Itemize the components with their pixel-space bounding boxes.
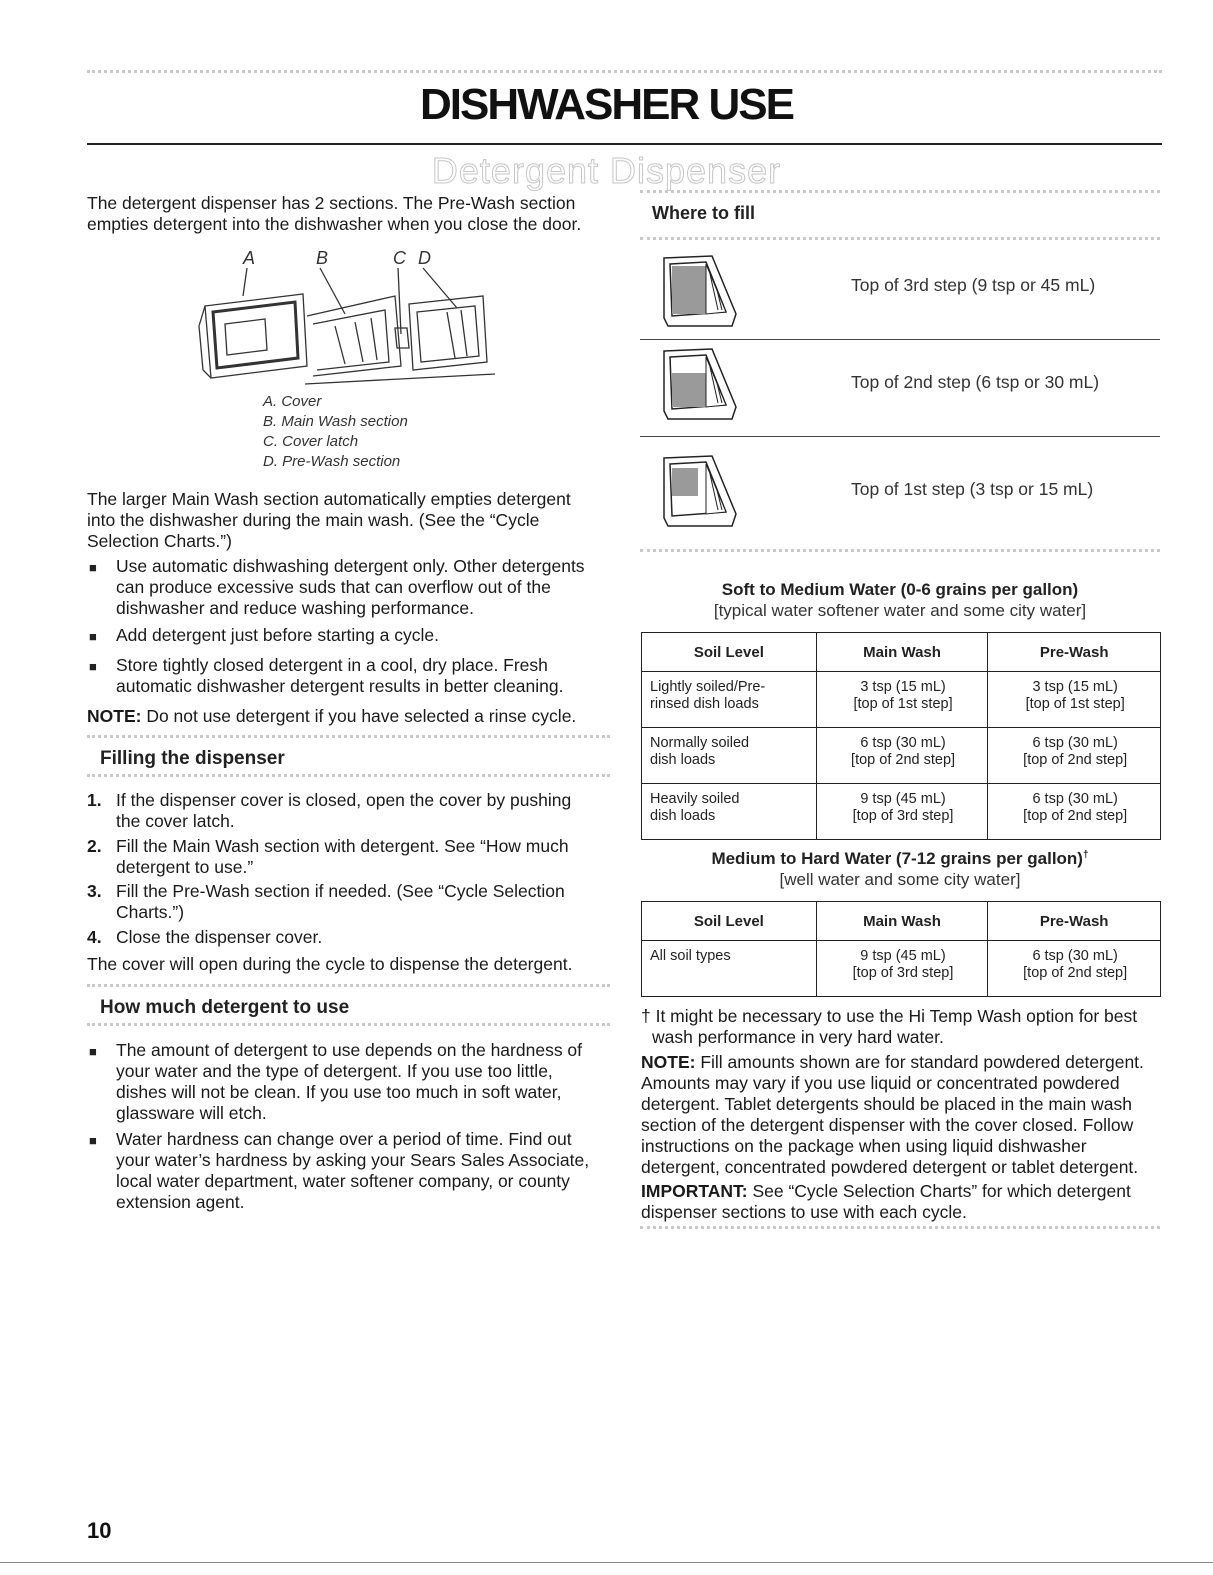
step-1-line-2: the cover latch. — [116, 811, 235, 831]
cell-line: [top of 2nd step] — [851, 752, 956, 768]
cell-line: 6 tsp (30 mL) — [860, 735, 946, 751]
diagram-letter-d: D — [418, 248, 431, 268]
how-much-2-line-4: extension agent. — [116, 1192, 245, 1212]
how-much-1-line-2: your water and the type of detergent. If you use too little, — [116, 1061, 553, 1081]
main-wash-line-1: The larger Main Wash section automatically empties detergent — [87, 489, 571, 509]
table-cell — [988, 672, 1161, 728]
note-line-1 — [641, 1052, 1144, 1073]
how-much-1-line-3: dishes will not be clean. If you use too much in soft water, — [116, 1082, 562, 1102]
hard-water-table — [641, 901, 1161, 997]
diagram-letter-c: C — [393, 248, 406, 268]
bullet-2-line-1: Add detergent just before starting a cycle. — [116, 625, 439, 645]
table-row — [642, 941, 1161, 997]
step-4-line-1: Close the dispenser cover. — [116, 927, 323, 947]
how-much-2-line-2: your water’s hardness by asking your Sears Sales Associate, — [116, 1150, 590, 1170]
bullet-marker: ■ — [89, 560, 97, 575]
footnote-line-1: † It might be necessary to use the Hi Temp Wash option for best — [641, 1006, 1138, 1026]
cell-line: 9 tsp (45 mL) — [860, 791, 946, 807]
bullet-marker: ■ — [89, 1133, 97, 1148]
important-line-2: dispenser sections to use with each cycle. — [641, 1202, 967, 1222]
note-line-5: instructions on the package when using liquid dishwasher — [641, 1136, 1087, 1156]
bottom-rule — [0, 1562, 1213, 1563]
title-rule — [87, 143, 1162, 145]
note-line-2: Amounts may vary if you use liquid or concentrated powdered — [641, 1073, 1120, 1093]
how-much-1-line-1: The amount of detergent to use depends on the hardness of — [116, 1040, 583, 1060]
cell-line: 3 tsp (15 mL) — [860, 679, 946, 695]
note-text: Do not use detergent if you have selected a rinse cycle. — [141, 706, 577, 726]
bullet-marker: ■ — [89, 629, 97, 644]
heading-dotted-rule — [87, 1023, 610, 1026]
bullet-marker: ■ — [89, 659, 97, 674]
step-1-line-1: If the dispenser cover is closed, open the cover by pushing — [116, 790, 572, 810]
cell-line: 6 tsp (30 mL) — [1032, 735, 1118, 751]
caption-c: C. Cover latch — [263, 433, 359, 450]
caption-d: D. Pre-Wash section — [263, 453, 401, 470]
note-text: Fill amounts shown are for standard powdered detergent. — [695, 1052, 1144, 1072]
cell-line: 3 tsp (15 mL) — [1032, 679, 1118, 695]
how-much-2-line-3: local water department, water softener company, or county — [116, 1171, 570, 1191]
where-to-fill-heading: Where to fill — [652, 203, 755, 223]
intro-line-1: The detergent dispenser has 2 sections. The Pre-Wash section — [87, 193, 576, 213]
table-cell — [642, 672, 817, 728]
cell-line: [top of 1st step] — [853, 696, 953, 712]
important-line-1 — [641, 1181, 1131, 1202]
cell-line: Heavily soiled — [650, 791, 740, 807]
soft-water-title: Soft to Medium Water (0-6 grains per gallon) — [721, 580, 1079, 599]
cell-line: [top of 1st step] — [1025, 696, 1125, 712]
note-label: NOTE: — [87, 706, 142, 726]
cell-line: Normally soiled — [650, 735, 750, 751]
table-cell — [988, 941, 1161, 997]
where-dotted-rule — [640, 237, 1160, 240]
note-line-3: detergent. Tablet detergents should be placed in the main wash — [641, 1094, 1132, 1114]
fill-level-3rd-step: Top of 3rd step (9 tsp or 45 mL) — [851, 275, 1096, 295]
bullet-1-line-1: Use automatic dishwashing detergent only. Other detergents — [116, 556, 585, 576]
diagram-letter-a: A — [243, 248, 256, 268]
table-row — [642, 672, 1161, 728]
table-header: Pre-Wash — [988, 633, 1161, 672]
table-cell — [642, 728, 817, 784]
hard-water-subtitle: [well water and some city water] — [779, 870, 1021, 889]
fill-level-2nd-step: Top of 2nd step (6 tsp or 30 mL) — [851, 372, 1100, 392]
step-number: 2. — [87, 836, 102, 856]
section-title: Detergent Dispenser — [431, 150, 782, 191]
note-line-6: detergent, concentrated powdered detergent or tablet detergent. — [641, 1157, 1139, 1177]
bullet-marker: ■ — [89, 1044, 97, 1059]
fill-level-divider — [640, 339, 1160, 340]
table-cell — [642, 941, 817, 997]
bullet-3-line-2: automatic dishwasher detergent results in better cleaning. — [116, 676, 564, 696]
soft-water-table — [641, 632, 1161, 840]
cell-line: Lightly soiled/Pre- — [650, 679, 766, 695]
table-cell — [816, 728, 988, 784]
hard-water-title-text: Medium to Hard Water (7-12 grains per gallon) — [711, 849, 1083, 868]
fill-level-1st-step-icon — [660, 452, 740, 530]
main-wash-line-2: into the dishwasher during the main wash. (See the “Cycle — [87, 510, 540, 530]
cell-line: dish loads — [650, 808, 716, 824]
cell-line: [top of 2nd step] — [1023, 808, 1128, 824]
step-number: 3. — [87, 881, 102, 901]
important-label: IMPORTANT: — [641, 1181, 748, 1201]
filling-heading: Filling the dispenser — [100, 748, 285, 769]
footnote-line-2: wash performance in very hard water. — [652, 1027, 944, 1047]
cell-line: [top of 2nd step] — [1023, 752, 1128, 768]
table-cell — [816, 941, 988, 997]
fill-level-divider — [640, 436, 1160, 437]
caption-b: B. Main Wash section — [263, 413, 408, 430]
cell-line: [top of 2nd step] — [1023, 965, 1128, 981]
table-header: Soil Level — [642, 633, 817, 672]
diagram-letter-b: B — [316, 248, 329, 268]
table-cell — [642, 784, 817, 840]
table-cell — [988, 784, 1161, 840]
intro-line-2: empties detergent into the dishwasher when you close the door. — [87, 214, 582, 234]
note-line-4: section of the detergent dispenser with the cover closed. Follow — [641, 1115, 1134, 1135]
cell-line: [top of 3rd step] — [852, 808, 954, 824]
heading-dotted-rule — [87, 774, 610, 777]
dagger-mark: † — [1082, 849, 1089, 861]
how-much-2-line-1: Water hardness can change over a period of time. Find out — [116, 1129, 572, 1149]
step-2-line-1: Fill the Main Wash section with detergent. See “How much — [116, 836, 569, 856]
cell-line: dish loads — [650, 752, 716, 768]
table-header: Pre-Wash — [988, 902, 1161, 941]
table-row — [642, 728, 1161, 784]
cell-line: All soil types — [650, 948, 731, 964]
note-line — [87, 706, 576, 727]
caption-a: A. Cover — [263, 393, 322, 410]
cell-line: rinsed dish loads — [650, 696, 759, 712]
main-wash-line-3: Selection Charts.”) — [87, 531, 232, 551]
fill-level-1st-step: Top of 1st step (3 tsp or 15 mL) — [851, 479, 1094, 499]
step-3-line-1: Fill the Pre-Wash section if needed. (See “Cycle Selection — [116, 881, 565, 901]
bullet-1-line-3: dishwasher and reduce washing performance. — [116, 598, 474, 618]
cell-line: 9 tsp (45 mL) — [860, 948, 946, 964]
step-number: 4. — [87, 927, 102, 947]
table-header: Soil Level — [642, 902, 817, 941]
step-3-line-2: Charts.”) — [116, 902, 185, 922]
how-much-heading: How much detergent to use — [100, 997, 350, 1018]
fill-end-dotted-rule — [640, 549, 1160, 552]
page-number: 10 — [87, 1518, 112, 1543]
cell-line: 6 tsp (30 mL) — [1032, 791, 1118, 807]
step-2-line-2: detergent to use.” — [116, 857, 254, 877]
table-cell — [816, 672, 988, 728]
bullet-3-line-1: Store tightly closed detergent in a cool, dry place. Fresh — [116, 655, 548, 675]
soft-water-subtitle: [typical water softener water and some city water] — [713, 601, 1087, 620]
important-text: See “Cycle Selection Charts” for which detergent — [747, 1181, 1131, 1201]
note-label: NOTE: — [641, 1052, 696, 1072]
table-header: Main Wash — [816, 633, 988, 672]
bottom-dotted-rule — [640, 1226, 1160, 1229]
heading-dotted-rule — [87, 735, 610, 738]
step-number: 1. — [87, 790, 102, 810]
table-cell — [988, 728, 1161, 784]
heading-dotted-rule — [87, 984, 610, 987]
where-dotted-rule — [640, 190, 1160, 193]
table-row — [642, 784, 1161, 840]
hard-water-title — [640, 849, 1160, 869]
table-header: Main Wash — [816, 902, 988, 941]
table-cell — [816, 784, 988, 840]
how-much-1-line-4: glassware will etch. — [116, 1103, 267, 1123]
fill-level-3rd-step-icon — [660, 252, 740, 330]
cell-line: [top of 3rd step] — [852, 965, 954, 981]
cover-open-text: The cover will open during the cycle to dispense the detergent. — [87, 954, 573, 974]
cell-line: 6 tsp (30 mL) — [1032, 948, 1118, 964]
bullet-1-line-2: can produce excessive suds that can overflow out of the — [116, 577, 551, 597]
top-dotted-rule — [87, 70, 1162, 73]
page-title: DISHWASHER USE — [420, 80, 793, 129]
fill-level-2nd-step-icon — [660, 345, 740, 423]
dispenser-illustration — [195, 266, 525, 388]
